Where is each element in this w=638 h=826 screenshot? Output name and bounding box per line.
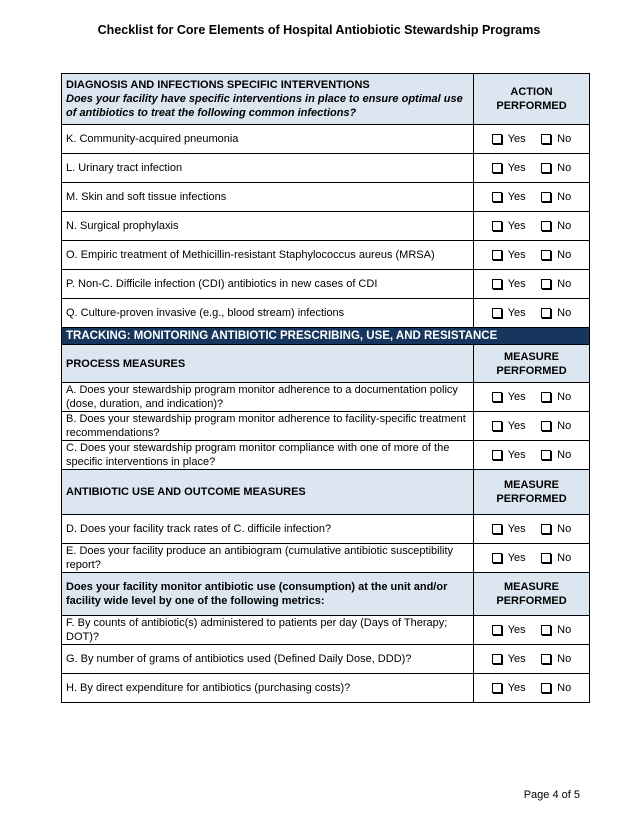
no-label: No [557, 624, 572, 636]
no-checkbox[interactable] [541, 681, 571, 695]
yes-label: Yes [507, 133, 526, 145]
table-row [62, 674, 590, 703]
yes-checkbox[interactable] [492, 652, 526, 666]
table-row [62, 441, 590, 470]
no-label: No [557, 420, 572, 432]
checkbox-icon [541, 553, 551, 563]
table-row [62, 383, 590, 412]
no-label: No [557, 653, 572, 665]
checkbox-icon [492, 192, 502, 202]
checkbox-icon [492, 683, 502, 693]
yes-checkbox[interactable] [492, 623, 526, 637]
action-performed-header [474, 74, 590, 125]
checkbox-icon [541, 450, 551, 460]
no-checkbox[interactable] [541, 306, 571, 320]
checkbox-icon [541, 683, 551, 693]
checkbox-icon [541, 279, 551, 289]
no-label: No [557, 220, 572, 232]
yes-label: Yes [507, 278, 526, 290]
checkbox-icon [492, 279, 502, 289]
checkbox-icon [492, 553, 502, 563]
no-label: No [557, 133, 572, 145]
checkbox-icon [492, 524, 502, 534]
yes-label: Yes [507, 552, 526, 564]
checkbox-icon [541, 163, 551, 173]
no-label: No [557, 552, 572, 564]
no-checkbox[interactable] [541, 248, 571, 262]
item-label: K. Community-acquired pneumonia [62, 125, 474, 154]
yes-label: Yes [507, 682, 526, 694]
table-row [62, 183, 590, 212]
yes-checkbox[interactable] [492, 306, 526, 320]
yes-checkbox[interactable] [492, 248, 526, 262]
table-row [62, 241, 590, 270]
yes-checkbox[interactable] [492, 390, 526, 404]
checkbox-icon [492, 308, 502, 318]
yes-label: Yes [507, 191, 526, 203]
checkbox-icon [541, 221, 551, 231]
checkbox-icon [541, 524, 551, 534]
checkbox-icon [541, 421, 551, 431]
no-label: No [557, 162, 572, 174]
yes-label: Yes [507, 249, 526, 261]
no-checkbox[interactable] [541, 652, 571, 666]
column-header-line: MEASURE [503, 350, 559, 363]
no-label: No [557, 449, 572, 461]
checkbox-icon [492, 250, 502, 260]
section-header-outcome [62, 470, 590, 515]
column-header-line: PERFORMED [496, 493, 567, 505]
checkbox-icon [541, 625, 551, 635]
checkbox-icon [541, 192, 551, 202]
table-row [62, 412, 590, 441]
yes-checkbox[interactable] [492, 551, 526, 565]
checkbox-icon [541, 250, 551, 260]
yes-label: Yes [507, 220, 526, 232]
banner-text: TRACKING: MONITORING ANTIBIOTIC PRESCRIBING, USE, AND RESISTANCE [62, 328, 590, 345]
checkbox-icon [541, 134, 551, 144]
yes-checkbox[interactable] [492, 219, 526, 233]
item-label: A. Does your stewardship program monitor adherence to a documentation policy (dose, duration, and indication)? [62, 383, 474, 412]
no-checkbox[interactable] [541, 522, 571, 536]
column-header-line: PERFORMED [496, 364, 567, 377]
item-label: D. Does your facility track rates of C. difficile infection? [62, 515, 474, 544]
yes-label: Yes [507, 162, 526, 174]
no-label: No [557, 682, 572, 694]
checkbox-icon [492, 392, 502, 402]
no-checkbox[interactable] [541, 219, 571, 233]
table-row [62, 616, 590, 645]
yes-checkbox[interactable] [492, 161, 526, 175]
no-checkbox[interactable] [541, 390, 571, 404]
no-label: No [557, 523, 572, 535]
item-label: O. Empiric treatment of Methicillin-resistant Staphylococcus aureus (MRSA) [62, 241, 474, 270]
measure-performed-header [474, 470, 590, 515]
checkbox-icon [541, 654, 551, 664]
section-heading: ANTIBIOTIC USE AND OUTCOME MEASURES [62, 470, 474, 515]
no-checkbox[interactable] [541, 190, 571, 204]
column-header-line: MEASURE [503, 479, 559, 491]
no-label: No [557, 278, 572, 290]
item-label: E. Does your facility produce an antibiogram (cumulative antibiotic susceptibility report? [62, 544, 474, 573]
no-checkbox[interactable] [541, 161, 571, 175]
page-number: Page 4 of 5 [523, 789, 580, 801]
item-label: M. Skin and soft tissue infections [62, 183, 474, 212]
section-header-diagnosis [62, 74, 590, 125]
yes-label: Yes [507, 307, 526, 319]
yes-checkbox[interactable] [492, 681, 526, 695]
table-row [62, 270, 590, 299]
checkbox-icon [492, 450, 502, 460]
document-title: Checklist for Core Elements of Hospital Antiobiotic Stewardship Programs [97, 23, 541, 37]
no-checkbox[interactable] [541, 419, 571, 433]
section-heading: PROCESS MEASURES [62, 345, 474, 383]
checklist-table [61, 73, 590, 703]
no-label: No [557, 249, 572, 261]
yes-label: Yes [507, 449, 526, 461]
no-label: No [557, 391, 572, 403]
no-label: No [557, 307, 572, 319]
section-heading: DIAGNOSIS AND INFECTIONS SPECIFIC INTERVENTIONS [66, 79, 370, 91]
yes-label: Yes [507, 624, 526, 636]
yes-label: Yes [507, 391, 526, 403]
yes-label: Yes [507, 420, 526, 432]
tracking-banner [62, 328, 590, 345]
checkbox-icon [492, 163, 502, 173]
item-label: L. Urinary tract infection [62, 154, 474, 183]
item-label: P. Non-C. Difficile infection (CDI) antibiotics in new cases of CDI [62, 270, 474, 299]
no-label: No [557, 191, 572, 203]
checkbox-icon [492, 625, 502, 635]
checkbox-icon [492, 134, 502, 144]
checkbox-icon [492, 654, 502, 664]
checkbox-icon [492, 221, 502, 231]
table-row [62, 154, 590, 183]
table-row [62, 299, 590, 328]
table-row [62, 515, 590, 544]
section-header-consumption [62, 573, 590, 616]
item-label: G. By number of grams of antibiotics used (Defined Daily Dose, DDD)? [62, 645, 474, 674]
yes-checkbox[interactable] [492, 277, 526, 291]
yes-label: Yes [507, 523, 526, 535]
checkbox-icon [541, 308, 551, 318]
no-checkbox[interactable] [541, 277, 571, 291]
yes-checkbox[interactable] [492, 419, 526, 433]
item-label: Q. Culture-proven invasive (e.g., blood stream) infections [62, 299, 474, 328]
yes-checkbox[interactable] [492, 448, 526, 462]
section-heading-cell [62, 74, 474, 125]
checkbox-icon [492, 421, 502, 431]
yes-checkbox[interactable] [492, 190, 526, 204]
column-header-line: PERFORMED [496, 100, 567, 112]
yes-label: Yes [507, 653, 526, 665]
checkbox-icon [541, 392, 551, 402]
column-header-line: MEASURE [503, 581, 559, 593]
no-checkbox[interactable] [541, 623, 571, 637]
measure-performed-header [474, 573, 590, 616]
item-label: N. Surgical prophylaxis [62, 212, 474, 241]
column-header-line: ACTION [510, 86, 553, 98]
yes-checkbox[interactable] [492, 132, 526, 146]
column-header-line: PERFORMED [496, 595, 567, 607]
item-label: F. By counts of antibiotic(s) administered to patients per day (Days of Therapy; DOT)? [62, 616, 474, 645]
no-checkbox[interactable] [541, 551, 571, 565]
measure-performed-header [474, 345, 590, 383]
section-heading: Does your facility monitor antibiotic use (consumption) at the unit and/or facility wide level by one of the following metrics: [62, 573, 474, 616]
yes-checkbox[interactable] [492, 522, 526, 536]
no-checkbox[interactable] [541, 132, 571, 146]
table-row [62, 645, 590, 674]
table-row [62, 212, 590, 241]
item-label: H. By direct expenditure for antibiotics (purchasing costs)? [62, 674, 474, 703]
section-header-process [62, 345, 590, 383]
no-checkbox[interactable] [541, 448, 571, 462]
section-subheading: Does your facility have specific interventions in place to ensure optimal use of antibiotics to treat the following common infections? [66, 93, 463, 119]
table-row [62, 544, 590, 573]
item-label: B. Does your stewardship program monitor adherence to facility-specific treatment recommendations? [62, 412, 474, 441]
item-label: C. Does your stewardship program monitor compliance with one of more of the specific interventions in place? [62, 441, 474, 470]
table-row [62, 125, 590, 154]
